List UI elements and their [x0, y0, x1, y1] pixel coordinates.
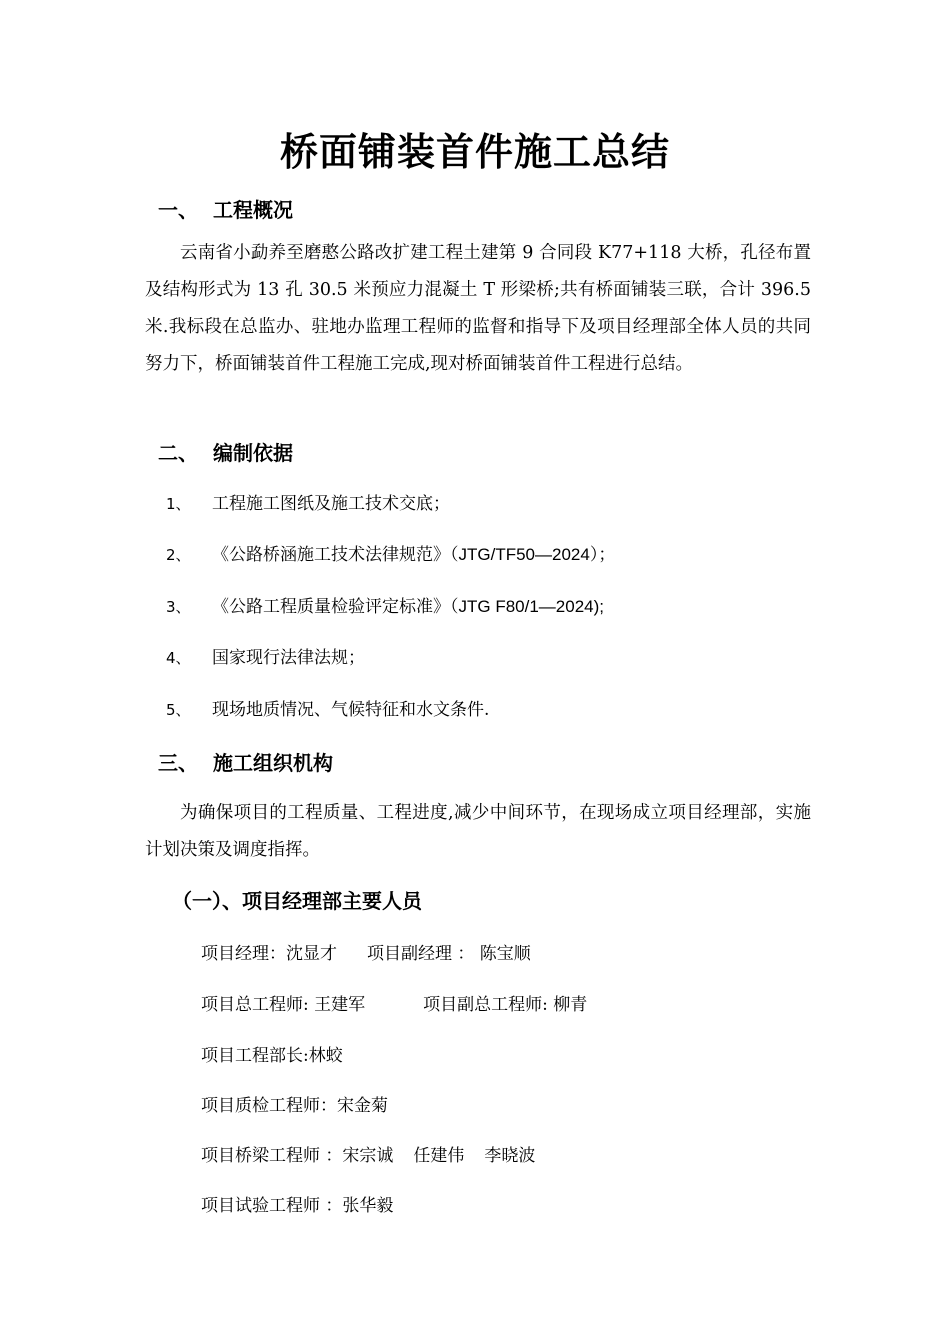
document-title: 桥面铺装首件施工总结 [279, 130, 670, 174]
list-item [166, 644, 365, 672]
section-title: 施工组织机构 [213, 751, 333, 775]
staff-entry: 项目副总工程师: 柳青 [423, 995, 588, 1015]
list-item-number: 1、 [166, 495, 191, 513]
list-item [166, 696, 489, 724]
staff-entry: 项目经理：沈显才 [201, 944, 337, 964]
list-item-number: 4、 [166, 649, 191, 667]
section-heading-overview [158, 195, 293, 225]
section-number: 三、 [158, 751, 198, 775]
list-item [166, 593, 604, 621]
staff-entry: 项目副经理 ： 陈宝顺 [367, 944, 531, 964]
staff-entry: 李晓波 [484, 1146, 536, 1166]
staff-entry: 项目试验工程师 ：张华毅 [201, 1196, 394, 1216]
staff-entry: 项目质检工程师：宋金菊 [201, 1096, 388, 1116]
section-number: 一、 [158, 198, 198, 222]
staff-row [201, 1192, 393, 1220]
staff-row [201, 1092, 388, 1120]
list-item-code: （JTG/TF50—2024）； [450, 545, 616, 564]
staff-row [201, 940, 531, 968]
overview-paragraph: 云南省小勐养至磨憨公路改扩建工程土建第 9 合同段 K77+118 大桥，孔径布置及结构形式为 13 孔 30.5 米预应力混凝土 T 形梁桥;共有桥面铺装三联，合计 396.5 米.我标段在总监办、驻地办监理工程师的监督和指导下及项目经理部全体人员的共同努力下，桥面铺装首件工程施工完成,现对桥面铺装首件工程进行总结。 [145, 243, 811, 374]
section-heading-basis [158, 438, 293, 468]
section-number: 二、 [158, 441, 198, 465]
staff-entry: 项目桥梁工程师 ：宋宗诚 [201, 1146, 394, 1166]
staff-entry: 项目总工程师: 王建军 [201, 995, 366, 1015]
staff-row [201, 991, 587, 1019]
subsection-heading-staff: （一）、项目经理部主要人员 [172, 889, 422, 913]
list-item-number: 3、 [166, 598, 191, 616]
list-item-text: 国家现行法律法规； [212, 648, 365, 668]
section-heading-organization [158, 748, 333, 778]
list-item-text: 《公路工程质量检验评定标准》 [212, 597, 450, 617]
list-item-code: （JTG F80/1—2024); [450, 597, 605, 616]
list-item-number: 2、 [166, 546, 191, 564]
section-title: 工程概况 [213, 198, 293, 222]
list-item-text: 现场地质情况、气候特征和水文条件. [212, 700, 490, 720]
staff-entry: 任建伟 [413, 1146, 465, 1166]
list-item [166, 541, 615, 569]
list-item-number: 5、 [166, 701, 191, 719]
list-item [166, 490, 450, 518]
staff-row [201, 1042, 343, 1070]
list-item-text: 工程施工图纸及施工技术交底； [212, 494, 450, 514]
staff-entry: 项目工程部长:林蛟 [201, 1046, 343, 1066]
organization-paragraph: 为确保项目的工程质量、工程进度,减少中间环节，在现场成立项目经理部，实施计划决策及调度指挥。 [145, 803, 811, 860]
list-item-text: 《公路桥涵施工技术法律规范》 [212, 545, 450, 565]
section-title: 编制依据 [213, 441, 293, 465]
staff-row [201, 1142, 535, 1170]
